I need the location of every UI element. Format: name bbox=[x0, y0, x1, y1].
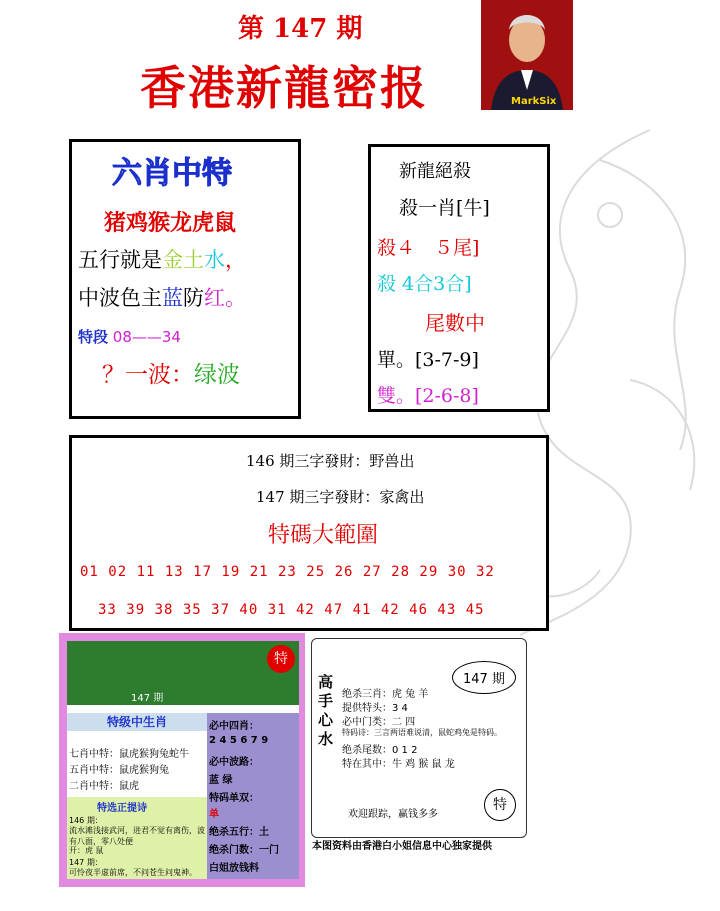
result-147: 147 期三字發財：家禽出 bbox=[256, 488, 425, 506]
kill-box bbox=[368, 144, 550, 412]
zodiac-list: 猪鸡猴龙虎鼠 bbox=[104, 210, 237, 236]
issue-bubble: 147 期 bbox=[452, 661, 516, 694]
range-title: 特碼大範圍 bbox=[268, 523, 379, 548]
issue-number: 第 147 期 bbox=[238, 14, 363, 44]
six-zodiac-box bbox=[69, 139, 301, 419]
kill-heading: 新龍絕殺 bbox=[399, 161, 471, 182]
marksix-logo: MarkSix bbox=[511, 96, 557, 107]
avatar bbox=[481, 0, 573, 110]
expert-card: 高手心水 147 期 绝杀三肖：虎 兔 羊 提供特头：3 4 必中门类：二 四 特码诗：三言两语难说清，鼠蛇鸡兔是特码。 绝杀尾数：0 1 2 特在其中：牛 鸡 猴 鼠 龙 欢迎跟踪，赢钱多多 特 本图资料由香港白小姐信息中心独家提供 bbox=[311, 638, 527, 838]
odd-tails: 單。[3-7-9] bbox=[377, 349, 479, 371]
mini-poem: 特选正提诗 146 期： 流水滩浅接武河，进君不觉有离伤，波有八面，零八处便 开：虎 鼠 147 期： 可怜夜半虚前席，不问苍生问鬼神。 bbox=[67, 797, 207, 879]
special-stamp: 特 bbox=[484, 789, 516, 821]
tail-heading: 尾數中 bbox=[425, 311, 485, 335]
mini-side-panel: 必中四肖： 2 4 5 6 7 9 必中波路： 蓝 绿 特码单双： 单 绝杀五行：土 绝杀门数：一门 白姐放钱料 bbox=[207, 713, 299, 879]
even-tails: 雙。[2-6-8] bbox=[377, 385, 479, 407]
kill-tail: 殺４ ５尾] bbox=[377, 237, 480, 259]
result-146: 146 期三字發財：野兽出 bbox=[246, 452, 415, 470]
number-range-box bbox=[69, 435, 549, 631]
page-title: 香港新龍密报 bbox=[140, 61, 428, 115]
kill-combo: 殺 4合3合] bbox=[377, 273, 472, 295]
person-photo-icon bbox=[481, 0, 573, 110]
mini-ad-panel: 147 期 特 特级中生肖 七肖中特：鼠虎猴狗兔蛇牛 五肖中特：鼠虎猴狗兔 二肖中特：鼠虎 必中四肖： 2 4 5 6 7 9 必中波路： 蓝 绿 特码单双： 单 绝杀五行：土 绝杀门数：一门 白姐放钱料 特选正提诗 146 期： 流水滩浅接武河，进君不觉有离伤，波有八面，零八处便 开：虎 鼠 147 期： 可怜夜半虚前席，不问苍生问鬼神。 bbox=[59, 633, 305, 887]
wave-prediction: ？一波：绿波 bbox=[102, 362, 240, 388]
card-side-title: 高手心水 bbox=[318, 673, 334, 748]
kill-zodiac: 殺一肖[牛] bbox=[399, 197, 490, 219]
wave-color-line: 中波色主蓝防红。 bbox=[78, 286, 246, 310]
special-badge: 特 bbox=[267, 645, 295, 673]
special-segment: 特段 08——34 bbox=[78, 328, 181, 346]
mini-subheading: 特级中生肖 bbox=[67, 713, 207, 731]
box-heading: 六肖中特 bbox=[112, 156, 232, 191]
source-footer: 本图资料由香港白小姐信息中心独家提供 bbox=[312, 841, 492, 852]
number-row-2: 33 39 38 35 37 40 31 42 47 41 42 46 43 45 bbox=[98, 602, 485, 618]
number-row-1: 01 02 11 13 17 19 21 23 25 26 27 28 29 30 32 bbox=[80, 564, 495, 580]
wuxing-line: 五行就是金土水， bbox=[78, 248, 246, 272]
mini-banner: 147 期 特 bbox=[67, 641, 299, 705]
